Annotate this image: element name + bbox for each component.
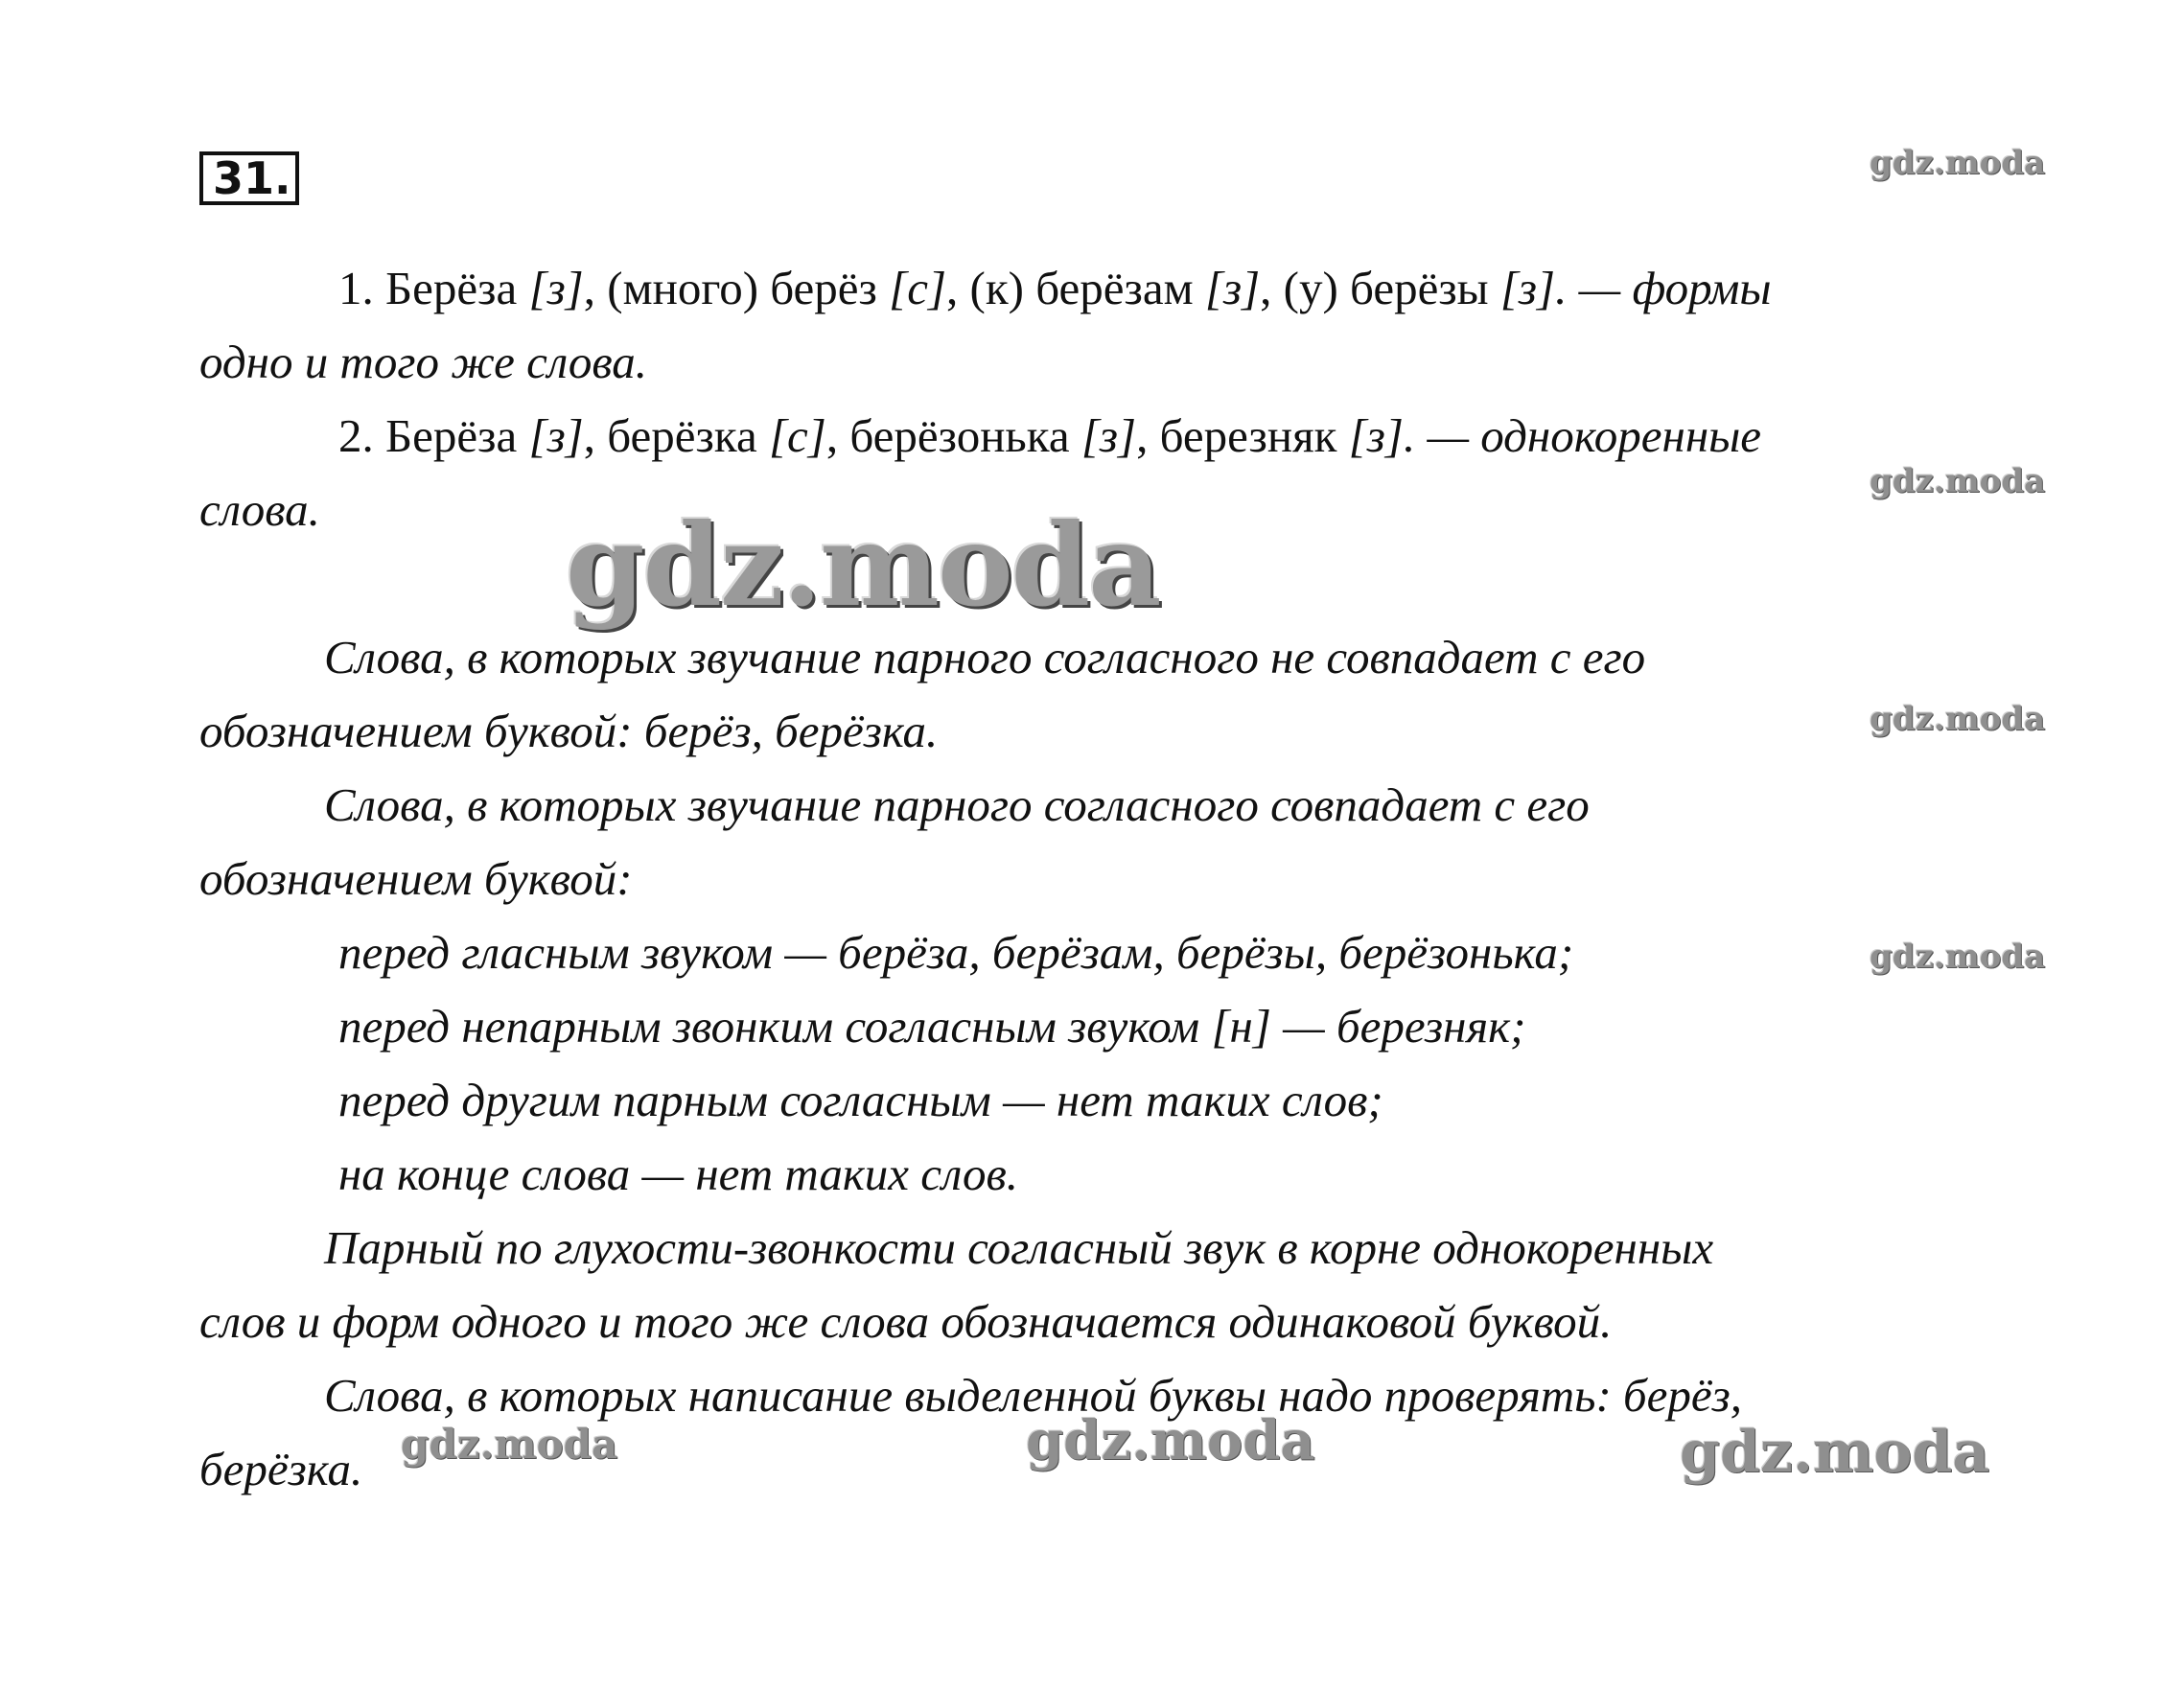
text-segment: , (к) берёзам xyxy=(946,262,1205,314)
text-segment: обозначением буквой: xyxy=(199,852,633,905)
text-line-14 xyxy=(199,1285,2079,1358)
text-segment: [з] xyxy=(1204,262,1261,314)
text-segment: перед гласным звуком — берёза, берёзам, берёзы, берёзонька; xyxy=(338,926,1574,979)
text-segment: . — формы xyxy=(1555,262,1772,314)
watermark: gdz.moda xyxy=(1026,1409,1315,1472)
text-segment: одно и того же слова. xyxy=(199,336,648,388)
text-segment: [з] xyxy=(528,409,584,462)
text-segment: , березняк xyxy=(1136,409,1349,462)
watermark: gdz.moda xyxy=(401,1421,618,1468)
text-line-3 xyxy=(199,399,2079,473)
text-line-2 xyxy=(199,325,2079,399)
text-line-7 xyxy=(199,768,2079,842)
watermark: gdz.moda xyxy=(1680,1419,1990,1486)
text-segment: берёзка. xyxy=(199,1443,363,1495)
exercise-number: 31. xyxy=(199,151,299,205)
text-segment: перед другим парным согласным — нет таких слов; xyxy=(338,1074,1383,1126)
text-segment: Слова, в которых звучание парного согласного не совпадает с его xyxy=(324,631,1646,683)
text-line-8 xyxy=(199,842,2079,915)
text-line-11 xyxy=(199,1063,2079,1137)
text-segment: . — однокоренные xyxy=(1403,409,1762,462)
watermark: gdz.moda xyxy=(1870,144,2046,182)
text-segment: [з] xyxy=(1080,409,1137,462)
text-segment: обозначением буквой: берёз, берёзка. xyxy=(199,705,939,757)
text-segment: слова. xyxy=(199,483,320,536)
text-line-12 xyxy=(199,1137,2079,1211)
text-segment: Слова, в которых звучание парного согласного совпадает с его xyxy=(324,778,1590,831)
text-segment: слов и форм одного и того же слова обозначается одинаковой буквой. xyxy=(199,1295,1613,1348)
text-segment: Слова, в которых написание выделенной буквы надо проверять: берёз, xyxy=(324,1369,1743,1422)
text-segment: перед непарным звонким согласным звуком [н] — березняк; xyxy=(338,1000,1526,1053)
text-segment: [з] xyxy=(1499,262,1556,314)
text-segment: 1. Берёза xyxy=(338,262,529,314)
text-segment: , берёзка xyxy=(583,409,769,462)
text-segment: [з] xyxy=(528,262,584,314)
text-segment: Парный по глухости-звонкости согласный звук в корне однокоренных xyxy=(324,1221,1714,1274)
watermark: gdz.moda xyxy=(1870,938,2046,976)
text-line-9 xyxy=(199,915,2079,989)
text-segment: , (много) берёз xyxy=(583,262,890,314)
watermark-large: gdz.moda xyxy=(566,498,1160,632)
text-segment: 2. Берёза xyxy=(338,409,529,462)
text-segment: [с] xyxy=(768,409,826,462)
text-segment: , (у) берёзы xyxy=(1260,262,1500,314)
text-line-10 xyxy=(199,989,2079,1063)
text-segment: на конце слова — нет таких слов. xyxy=(338,1147,1019,1200)
text-line-1 xyxy=(199,251,2079,325)
text-segment: [с] xyxy=(889,262,947,314)
answer-text xyxy=(199,251,2079,1506)
text-line-13 xyxy=(199,1211,2079,1285)
watermark: gdz.moda xyxy=(1870,700,2046,738)
text-segment: [з] xyxy=(1348,409,1404,462)
text-line-6 xyxy=(199,694,2079,768)
text-segment: , берёзонька xyxy=(825,409,1081,462)
watermark: gdz.moda xyxy=(1870,462,2046,500)
